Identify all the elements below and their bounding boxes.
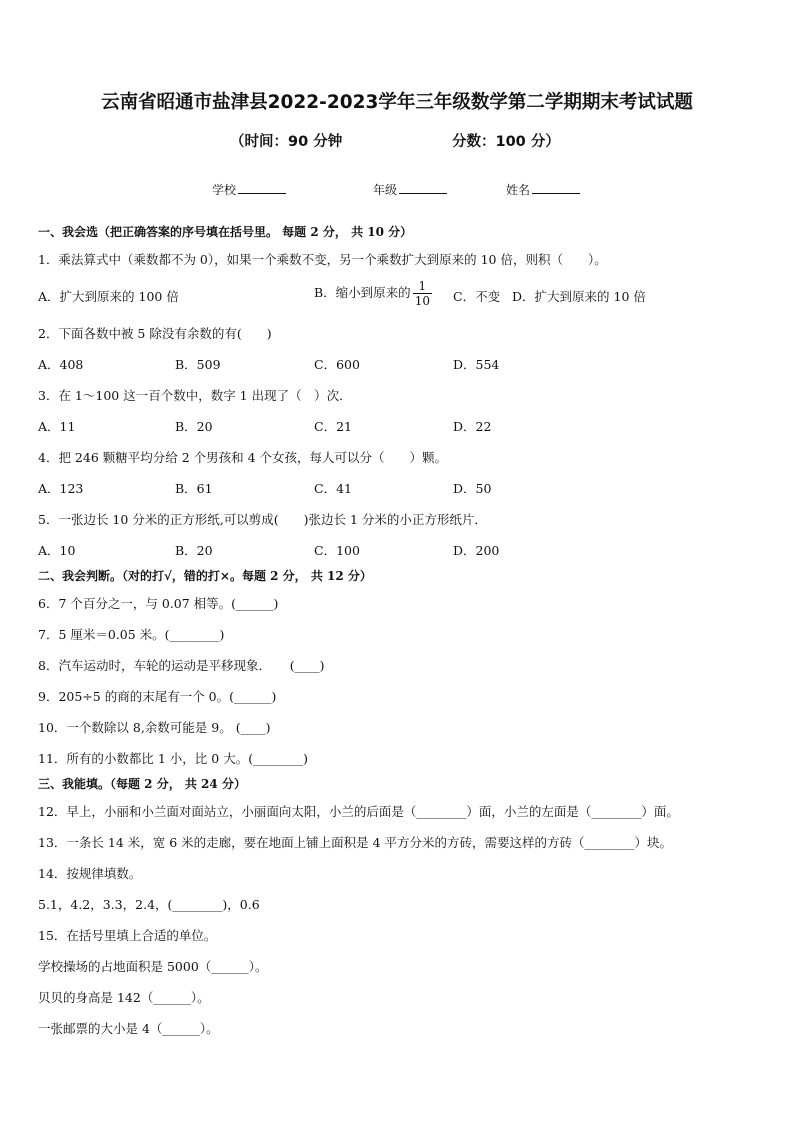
section1-heading: 一、我会选（把正确答案的序号填在括号里。 每题 2 分， 共 10 分） xyxy=(38,225,413,239)
time-label: （时间：90 分钟 xyxy=(230,134,343,150)
question-11[interactable]: 11．所有的小数都比 1 小，比 0 大。(________) xyxy=(38,751,308,766)
q2-option-c[interactable]: C．600 xyxy=(314,357,360,372)
q4-option-d[interactable]: D．50 xyxy=(453,481,492,496)
fraction xyxy=(413,279,432,308)
question-7[interactable]: 7．5 厘米＝0.05 米。(________) xyxy=(38,627,225,642)
question-15-item-1[interactable]: 学校操场的占地面积是 5000（______）。 xyxy=(38,959,268,974)
grade-field[interactable] xyxy=(373,181,447,198)
section3-heading: 三、我能填。（每题 2 分， 共 24 分） xyxy=(38,777,246,791)
question-3: 3．在 1～100 这一百个数中，数字 1 出现了（ ）次． xyxy=(38,388,352,403)
question-15-item-3[interactable]: 一张邮票的大小是 4（______）。 xyxy=(38,1021,219,1036)
q1-option-a[interactable]: A．扩大到原来的 100 倍 xyxy=(38,289,179,304)
q4-option-c[interactable]: C．41 xyxy=(314,481,352,496)
grade-blank[interactable] xyxy=(399,181,447,194)
q1-option-b-label: B．缩小到原来的 xyxy=(314,285,411,300)
q4-option-b[interactable]: B．61 xyxy=(175,481,213,496)
school-field[interactable] xyxy=(212,181,286,198)
question-10[interactable]: 10．一个数除以 8,余数可能是 9。 (____) xyxy=(38,720,271,735)
school-label: 学校 xyxy=(212,183,237,197)
q3-option-b[interactable]: B．20 xyxy=(175,419,213,434)
school-blank[interactable] xyxy=(238,181,286,194)
question-1: 1．乘法算式中（乘数都不为 0），如果一个乘数不变，另一个乘数扩大到原来的 10 倍，则积（ ）。 xyxy=(38,252,607,267)
q1-option-c[interactable]: C．不变 xyxy=(453,289,501,304)
fraction-numerator: 1 xyxy=(413,279,432,294)
q5-option-c[interactable]: C．100 xyxy=(314,543,360,558)
score-label: 分数：100 分） xyxy=(452,134,560,150)
q5-option-d[interactable]: D．200 xyxy=(453,543,500,558)
name-label: 姓名 xyxy=(506,183,531,197)
question-2: 2．下面各数中被 5 除没有余数的有( ) xyxy=(38,326,272,341)
q2-option-d[interactable]: D．554 xyxy=(453,357,500,372)
question-15-item-2[interactable]: 贝贝的身高是 142（______）。 xyxy=(38,990,210,1005)
name-blank[interactable] xyxy=(532,181,580,194)
q5-option-a[interactable]: A．10 xyxy=(38,543,76,558)
section2-heading: 二、我会判断。（对的打√，错的打×。每题 2 分， 共 12 分） xyxy=(38,569,372,583)
question-14: 14．按规律填数。 xyxy=(38,866,142,881)
question-13[interactable]: 13．一条长 14 米，宽 6 米的走廊，要在地面上铺上面积是 4 平方分米的方砖，需要这样的方砖（________）块。 xyxy=(38,835,673,850)
question-6[interactable]: 6．7 个百分之一，与 0.07 相等。(______) xyxy=(38,596,279,611)
question-5: 5．一张边长 10 分米的正方形纸,可以剪成( )张边长 1 分米的小正方形纸片． xyxy=(38,512,487,527)
q3-option-a[interactable]: A．11 xyxy=(38,419,76,434)
page-title: 云南省昭通市盐津县2022-2023学年三年级数学第二学期期末考试试题 xyxy=(101,92,693,113)
q3-option-c[interactable]: C．21 xyxy=(314,419,352,434)
question-15: 15．在括号里填上合适的单位。 xyxy=(38,928,217,943)
question-12[interactable]: 12．早上，小丽和小兰面对面站立，小丽面向太阳，小兰的后面是（________）面，小兰的左面是（________）面。 xyxy=(38,804,679,819)
question-4: 4．把 246 颗糖平均分给 2 个男孩和 4 个女孩，每人可以分（ ）颗。 xyxy=(38,450,448,465)
q1-option-b[interactable] xyxy=(314,279,434,308)
q3-option-d[interactable]: D．22 xyxy=(453,419,492,434)
question-14-sequence[interactable]: 5.1，4.2，3.3，2.4，(________)，0.6 xyxy=(38,897,260,912)
q2-option-a[interactable]: A．408 xyxy=(38,357,84,372)
name-field[interactable] xyxy=(506,181,580,198)
fraction-denominator: 10 xyxy=(414,294,430,308)
q5-option-b[interactable]: B．20 xyxy=(175,543,213,558)
question-8[interactable]: 8．汽车运动时，车轮的运动是平移现象． (____) xyxy=(38,658,325,673)
q2-option-b[interactable]: B．509 xyxy=(175,357,221,372)
q4-option-a[interactable]: A．123 xyxy=(38,481,84,496)
question-9[interactable]: 9．205÷5 的商的末尾有一个 0。(______) xyxy=(38,689,277,704)
q1-option-d[interactable]: D．扩大到原来的 10 倍 xyxy=(512,289,646,304)
grade-label: 年级 xyxy=(373,183,398,197)
